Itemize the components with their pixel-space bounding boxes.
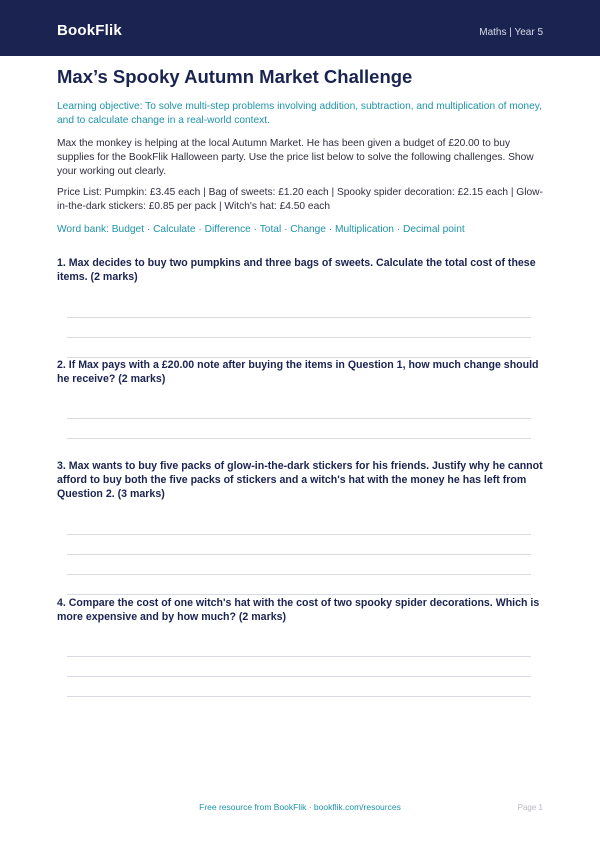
- question-3: 3. Max wants to buy five packs of glow-in-the-dark stickers for his friends. Justify why he cannot afford to buy both the five packs of stickers and a witch's hat with the money he has left from Question 2. (3 marks): [57, 460, 543, 500]
- question-1: 1. Max decides to buy two pumpkins and three bags of sweets. Calculate the total cost of these items. (2 marks): [57, 257, 536, 283]
- page-number: Page 1: [517, 803, 543, 812]
- answer-line[interactable]: [67, 656, 531, 657]
- footer-resource-link[interactable]: Free resource from BookFlik · bookflik.com/resources: [199, 802, 401, 812]
- brand-logo[interactable]: BookFlik: [57, 22, 122, 39]
- answer-line[interactable]: [67, 594, 531, 595]
- answer-line[interactable]: [67, 554, 531, 555]
- price-list: Price List: Pumpkin: £3.45 each | Bag of sweets: £1.20 each | Spooky spider decoration: £2.15 each | Glow-in-the-dark stickers: £0.85 per pack | Witch's hat: £4.50 each: [57, 187, 543, 212]
- answer-line[interactable]: [67, 574, 531, 575]
- answer-line[interactable]: [67, 676, 531, 677]
- header-bar: [0, 0, 600, 56]
- question-2: 2. If Max pays with a £20.00 note after buying the items in Question 1, how much change should he receive? (2 marks): [57, 359, 539, 385]
- answer-line[interactable]: [67, 317, 531, 318]
- answer-line[interactable]: [67, 418, 531, 419]
- answer-line[interactable]: [67, 534, 531, 535]
- answer-line[interactable]: [67, 438, 531, 439]
- answer-line[interactable]: [67, 696, 531, 697]
- answer-line[interactable]: [67, 337, 531, 338]
- word-bank: Word bank: Budget · Calculate · Difference · Total · Change · Multiplication · Decimal point: [57, 224, 465, 235]
- question-4: 4. Compare the cost of one witch's hat with the cost of two spooky spider decorations. Which is more expensive and by how much? (2 marks): [57, 597, 540, 623]
- subject-year-label: Maths | Year 5: [479, 27, 543, 38]
- intro-paragraph: Max the monkey is helping at the local Autumn Market. He has been given a budget of £20.00 to buy supplies for the BookFlik Halloween party. Use the price list below to solve the following challenges. Show your working out clearly.: [57, 138, 534, 177]
- learning-objective: Learning objective: To solve multi-step problems involving addition, subtraction, and multiplication of money, and to calculate change in a real-world context.: [57, 101, 542, 126]
- page-title: Max’s Spooky Autumn Market Challenge: [57, 66, 413, 87]
